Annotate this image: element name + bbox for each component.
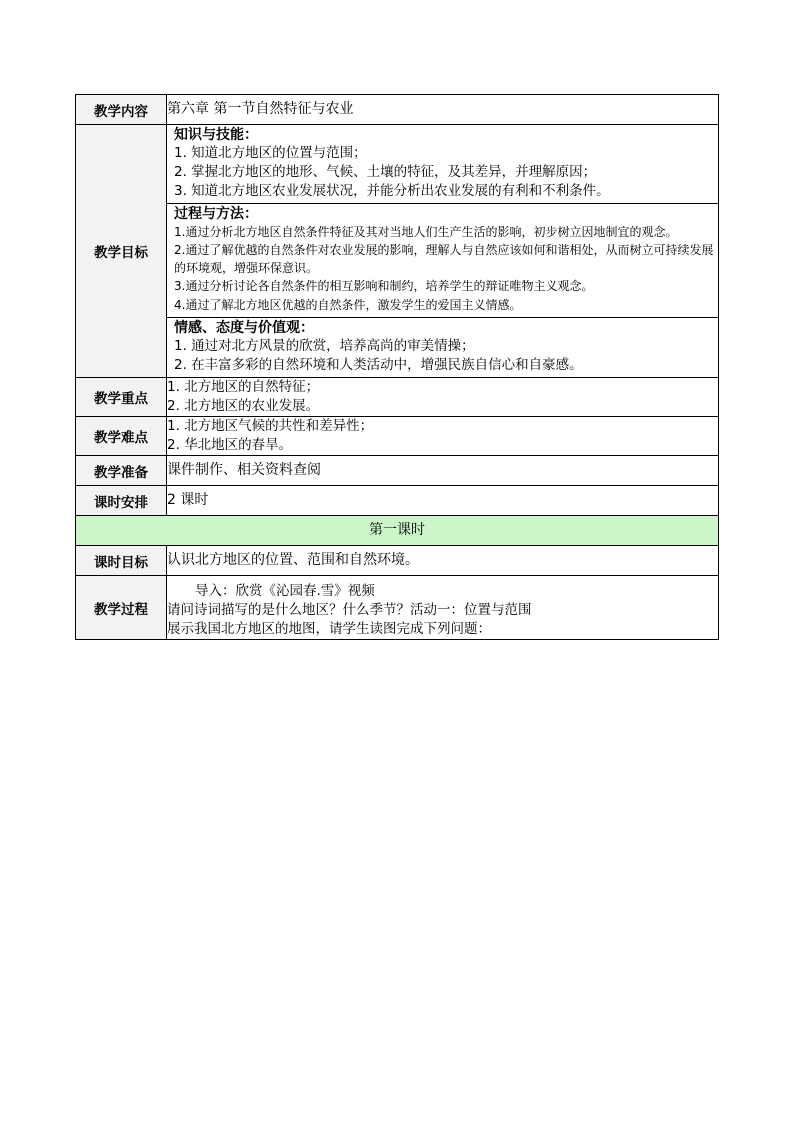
row-key	[76, 378, 719, 417]
row-schedule	[76, 486, 719, 516]
value-objectives	[167, 125, 719, 378]
label-schedule: 课时安排	[76, 486, 167, 516]
section-process	[167, 203, 718, 317]
row-process	[76, 576, 719, 640]
section-attitude	[167, 317, 718, 377]
value-key	[167, 378, 719, 417]
section-knowledge	[167, 125, 718, 203]
label-process: 教学过程	[76, 576, 167, 640]
list-item: 2.通过了解优越的自然条件对农业发展的影响，理解人与自然应该如何和谐相处，从而树立可持续发展的环境观，增强环保意识。	[174, 243, 714, 275]
process-line: 请问诗词描写的是什么地区？什么季节？活动一：位置与范围	[167, 602, 532, 618]
value-lesson-goal: 认识北方地区的位置、范围和自然环境。	[167, 546, 719, 576]
label-difficult: 教学难点	[76, 417, 167, 456]
list-item: 2. 华北地区的春旱。	[167, 437, 293, 453]
row-prep	[76, 456, 719, 486]
label-content: 教学内容	[76, 95, 167, 125]
list-item: 1. 北方地区气候的共性和差异性；	[167, 418, 374, 434]
row-content	[76, 95, 719, 125]
list-item: 1.通过分析北方地区自然条件特征及其对当地人们生产生活的影响，初步树立因地制宜的观念。	[174, 225, 678, 239]
process-line: 展示我国北方地区的地图，请学生读图完成下列问题：	[167, 621, 491, 637]
process-line: 导入：欣赏《沁园春.雪》视频	[195, 583, 375, 599]
section-title: 情感、态度与价值观：	[174, 320, 314, 336]
label-key: 教学重点	[76, 378, 167, 417]
value-difficult	[167, 417, 719, 456]
list-item: 1. 通过对北方风景的欣赏，培养高尚的审美情操；	[174, 338, 475, 354]
list-item: 3. 知道北方地区农业发展状况，并能分析出农业发展的有利和不利条件。	[174, 183, 610, 199]
lesson1-banner: 第一课时	[76, 516, 719, 546]
section-title: 过程与方法：	[174, 206, 258, 222]
list-item: 2. 在丰富多彩的自然环境和人类活动中，增强民族自信心和自豪感。	[174, 357, 583, 373]
row-lesson-goal	[76, 546, 719, 576]
section-title: 知识与技能：	[174, 127, 258, 143]
row-lesson1	[76, 516, 719, 546]
list-item: 1. 北方地区的自然特征；	[167, 379, 320, 395]
list-item: 1. 知道北方地区的位置与范围；	[174, 145, 367, 161]
list-item: 3.通过分析讨论各自然条件的相互影响和制约，培养学生的辩证唯物主义观念。	[174, 279, 594, 293]
list-item: 4.通过了解北方地区优越的自然条件，激发学生的爱国主义情感。	[174, 298, 522, 312]
value-prep: 课件制作、相关资料查阅	[167, 456, 719, 486]
label-prep: 教学准备	[76, 456, 167, 486]
row-difficult	[76, 417, 719, 456]
label-objectives: 教学目标	[76, 125, 167, 378]
value-schedule: 2 课时	[167, 486, 719, 516]
label-lesson-goal: 课时目标	[76, 546, 167, 576]
value-process	[167, 576, 719, 640]
list-item: 2. 北方地区的农业发展。	[167, 398, 320, 414]
list-item: 2. 掌握北方地区的地形、气候、土壤的特征，及其差异，并理解原因；	[174, 164, 597, 180]
value-content: 第六章 第一节自然特征与农业	[167, 95, 719, 125]
row-objectives	[76, 125, 719, 378]
lesson-plan-table	[75, 94, 719, 640]
